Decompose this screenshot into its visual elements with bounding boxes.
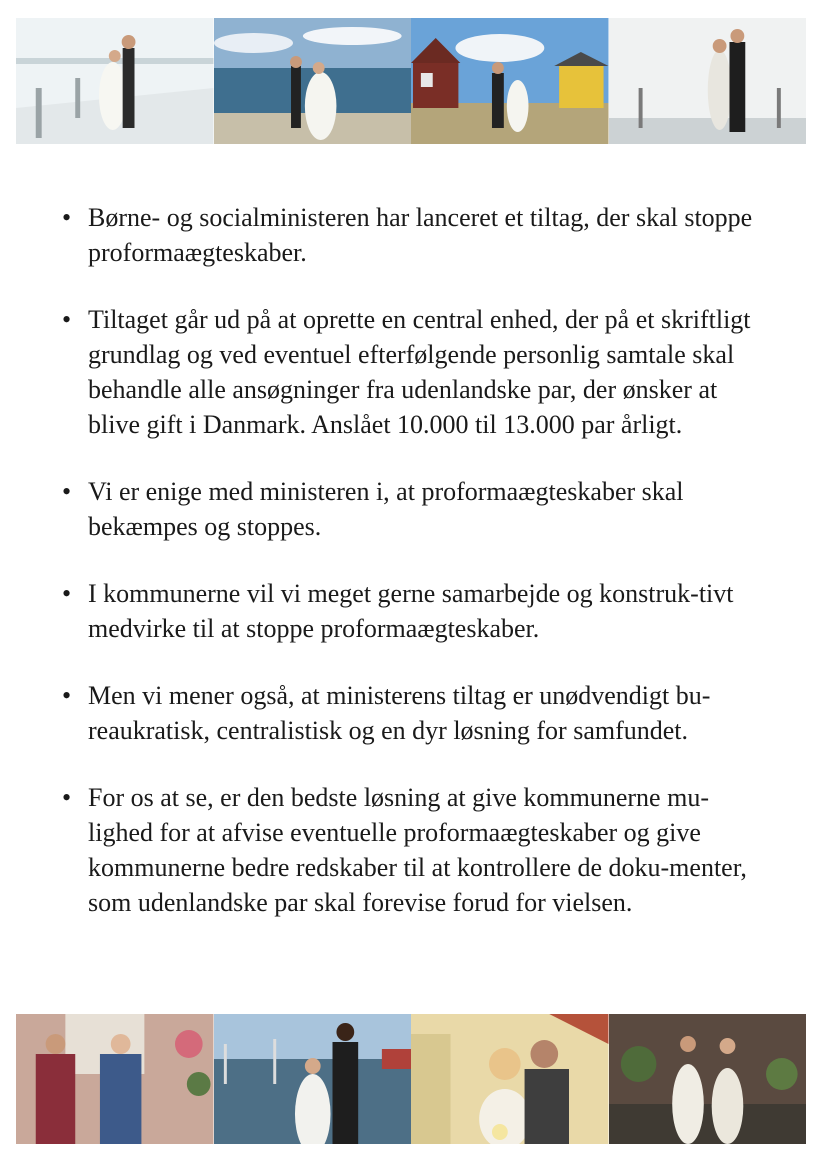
bullet-dot-icon: • xyxy=(62,203,72,232)
photo-family-by-harbour xyxy=(214,1014,412,1144)
photo-couple-by-beach-huts xyxy=(411,18,609,144)
bullet-item xyxy=(60,678,760,748)
photo-couple-on-beach xyxy=(214,18,412,144)
bullet-dot-icon: • xyxy=(62,305,72,334)
bullet-text: For os at se, er den bedste løsning at give kommunerne mu-lighed for at afvise eventuelle proformaægteskaber og give kommunerne bedre redskaber til at kontrollere de doku-menter, som udenlandske par skal forevise forud for vielsen. xyxy=(88,783,747,917)
photo-couple-on-dock xyxy=(609,18,807,144)
bullet-list xyxy=(60,200,760,952)
bullet-dot-icon: • xyxy=(62,477,72,506)
bullet-item xyxy=(60,302,760,442)
bottom-photo-strip xyxy=(16,1014,806,1144)
bullet-text: Børne- og socialministeren har lanceret et tiltag, der skal stoppe proformaægteskaber. xyxy=(88,203,753,267)
photo-two-grooms xyxy=(16,1014,214,1144)
photo-couple-embracing-street xyxy=(411,1014,609,1144)
bullet-text: Men vi mener også, at ministerens tiltag er unødvendigt bu-reaukratisk, centralistisk og en dyr løsning for samfundet. xyxy=(88,681,711,745)
bullet-text: Tiltaget går ud på at oprette en central enhed, der på et skriftligt grundlag og ved eventuel efterfølgende personlig samtale skal behandle alle ansøgninger fra udenlandske par, der ønsker at blive gift i Danmark. Anslået 10.000 til 13.000 par årligt. xyxy=(88,305,751,439)
bullet-item xyxy=(60,474,760,544)
bullet-text: Vi er enige med ministeren i, at proformaægteskaber skal bekæmpes og stoppes. xyxy=(88,477,684,541)
bullet-item xyxy=(60,780,760,920)
photo-two-brides xyxy=(609,1014,807,1144)
bullet-item xyxy=(60,200,760,270)
bullet-dot-icon: • xyxy=(62,579,72,608)
bullet-item xyxy=(60,576,760,646)
bullet-text: I kommunerne vil vi meget gerne samarbejde og konstruk-tivt medvirke til at stoppe proformaægteskaber. xyxy=(88,579,734,643)
bullet-dot-icon: • xyxy=(62,681,72,710)
photo-couple-on-pier xyxy=(16,18,214,144)
bullet-dot-icon: • xyxy=(62,783,72,812)
top-photo-strip xyxy=(16,18,806,144)
